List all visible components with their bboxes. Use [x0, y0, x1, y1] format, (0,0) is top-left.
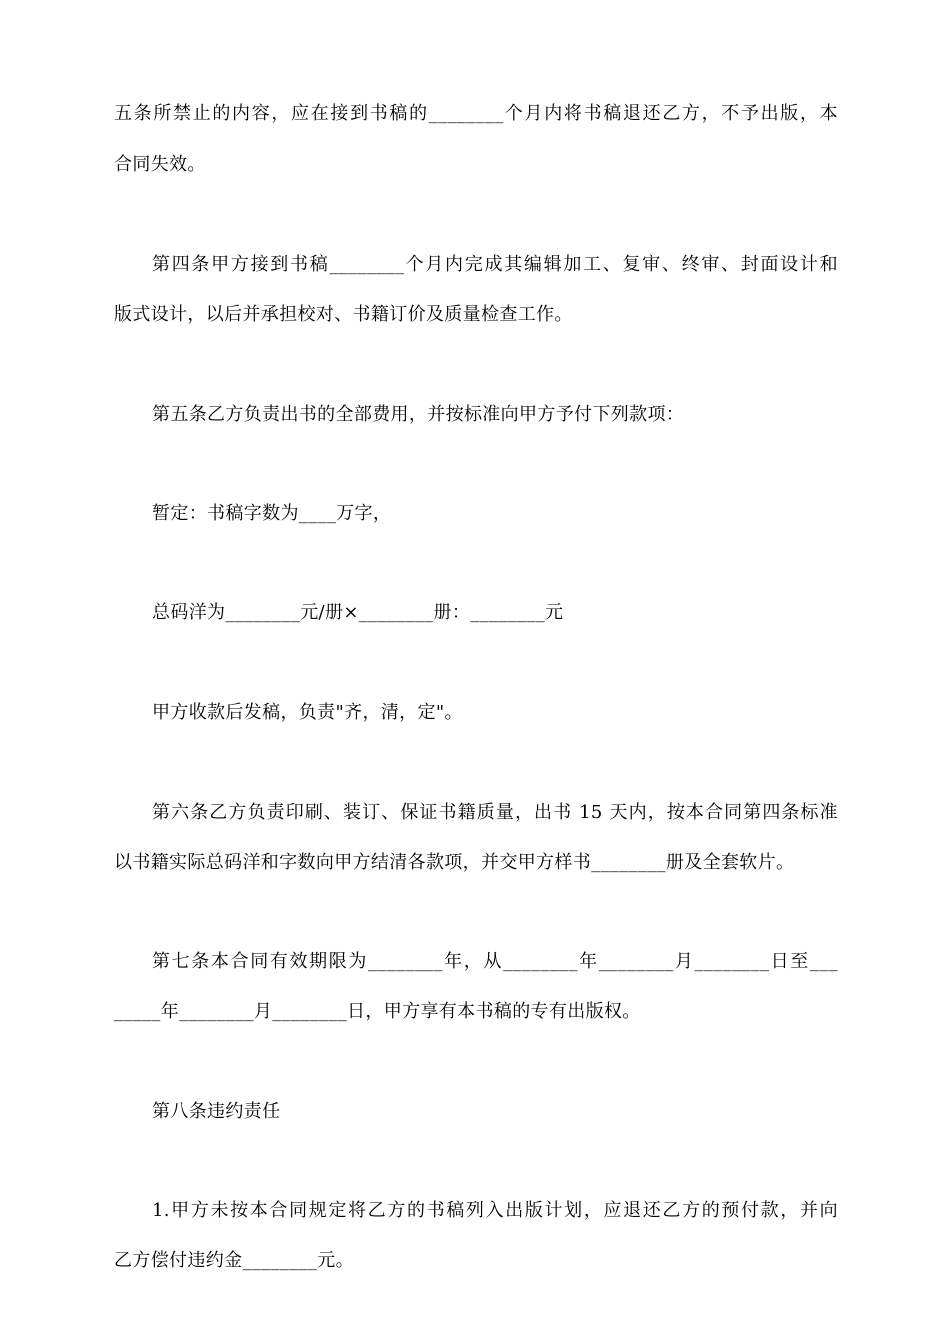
- clause-3-continuation-line-2: 合同失效。: [114, 154, 206, 175]
- clause-3-continuation-line-1: 五条所禁止的内容，应在接到书稿的________个月内将书稿退还乙方，不予出版，本: [114, 103, 838, 124]
- clause-6-line-2: 以书籍实际总码洋和字数向甲方结清各款项，并交甲方样书________册及全套软片。: [114, 852, 795, 873]
- clause-4-line-2: 版式设计，以后并承担校对、书籍订价及质量检查工作。: [114, 304, 573, 325]
- clause-4-line-1: 第四条甲方接到书稿________个月内完成其编辑加工、复审、终审、封面设计和: [152, 254, 838, 275]
- clause-5: 第五条乙方负责出书的全部费用，并按标准向甲方予付下列款项：: [152, 404, 685, 425]
- clause-7-line-2: _____年________月________日，甲方享有本书稿的专有出版权。: [114, 1001, 641, 1022]
- clause-8-item-1-line-1: 1.甲方未按本合同规定将乙方的书稿列入出版计划，应退还乙方的预付款，并向: [152, 1200, 838, 1221]
- clause-8-item-1-line-2: 乙方偿付违约金________元。: [114, 1250, 354, 1271]
- clause-8-heading: 第八条违约责任: [152, 1101, 281, 1122]
- clause-6-line-1: 第六条乙方负责印刷、装订、保证书籍质量，出书 15 天内，按本合同第四条标准: [152, 802, 838, 823]
- clause-5-payment-note: 甲方收款后发稿，负责"齐，清，定"。: [152, 702, 463, 723]
- clause-5-word-count: 暂定：书稿字数为____万字，: [152, 503, 392, 524]
- clause-5-total-price: 总码洋为________元/册×________册：________元: [152, 602, 564, 623]
- clause-7-line-1: 第七条本合同有效期限为________年，从________年________月________日至___: [152, 951, 838, 972]
